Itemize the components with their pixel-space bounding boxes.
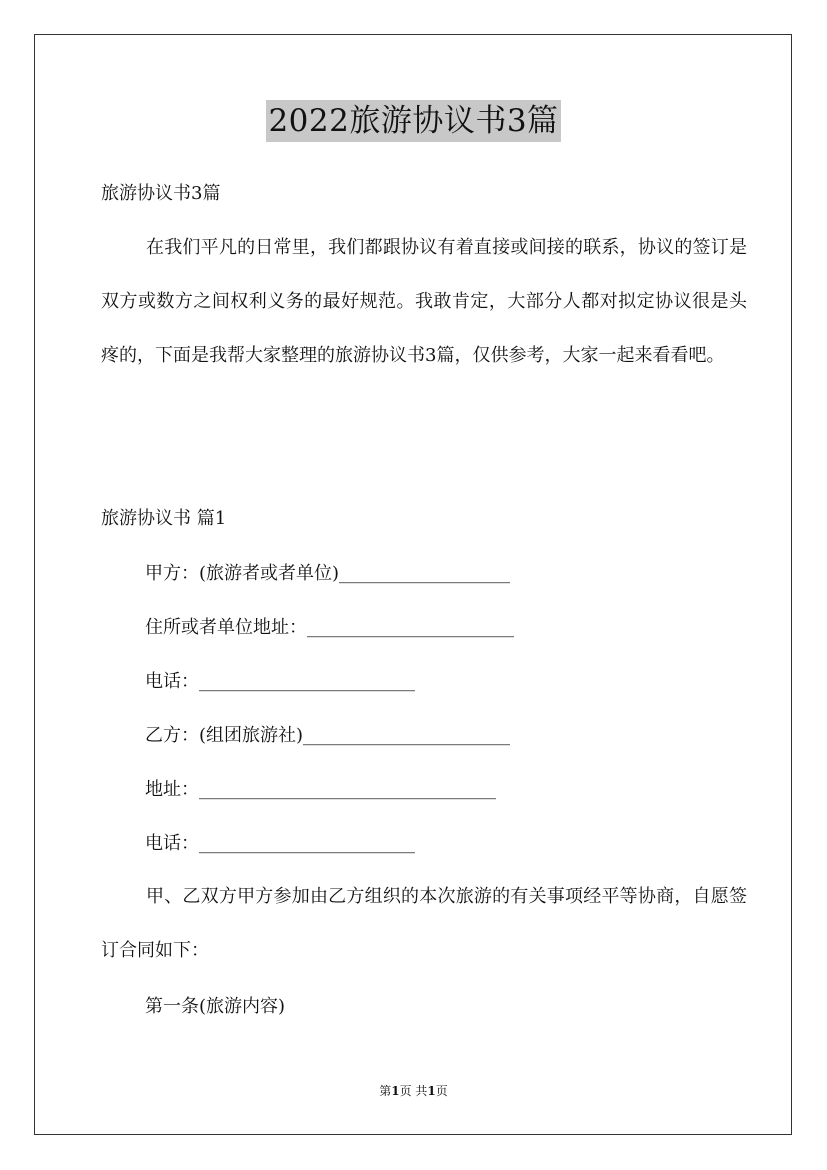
footer-page-mid: 页 共 [399,1084,428,1098]
section-heading: 旅游协议书 篇1 [101,508,227,529]
footer-page-prefix: 第 [379,1084,392,1098]
address-field: 地址：_________________________________ [145,779,496,800]
phone-a-field: 电话：________________________ [145,671,415,692]
party-a-field: 甲方：(旅游者或者单位)___________________ [145,563,511,584]
footer-page-number: 1 [391,1084,400,1098]
agreement-paragraph: 甲、乙双方甲方参加由乙方组织的本次旅游的有关事项经平等协商，自愿签订合同如下： [101,886,747,961]
footer-page-total: 1 [427,1084,436,1098]
subtitle: 旅游协议书3篇 [101,183,221,204]
footer-page-suffix: 页 [435,1084,448,1098]
intro-paragraph: 在我们平凡的日常里，我们都跟协议有着直接或间接的联系，协议的签订是双方或数方之间权利义务的最好规范。我敢肯定，大部分人都对拟定协议很是头疼的，下面是我帮大家整理的旅游协议书3篇，仅供参考，大家一起来看看吧。 [101,237,747,366]
residence-field: 住所或者单位地址：_______________________ [145,617,514,638]
phone-b-field: 电话：________________________ [145,833,415,854]
document-title: 2022旅游协议书3篇 [266,100,560,142]
article-1-heading: 第一条(旅游内容) [145,996,286,1017]
party-b-field: 乙方：(组团旅游社)_______________________ [145,725,511,746]
page-footer [0,1083,827,1099]
title-container [0,100,827,142]
